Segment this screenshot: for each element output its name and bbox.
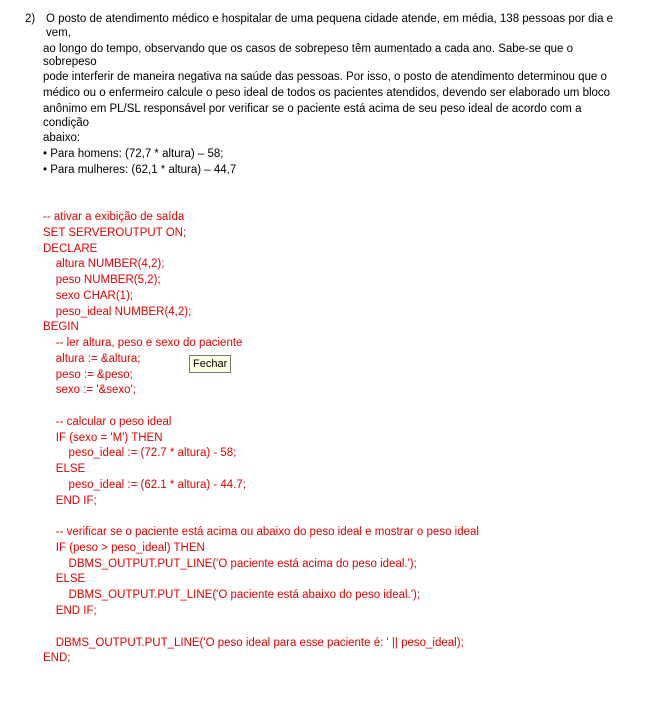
question-line: ao longo do tempo, observando que os casos de sobrepeso têm aumentado a cada ano. Sabe-se que o xyxy=(43,43,574,55)
code-line: -- ler altura, peso e sexo do paciente xyxy=(43,337,243,349)
question-number: 2) xyxy=(25,13,36,25)
bullet-item-women: • Para mulheres: (62,1 * altura) – 44,7 xyxy=(43,164,237,176)
code-line: -- ativar a exibição de saída xyxy=(43,211,185,223)
code-line: peso_ideal := (72.7 * altura) - 58; xyxy=(43,447,237,459)
code-line: ELSE xyxy=(43,463,86,475)
code-line: -- calcular o peso ideal xyxy=(43,416,172,428)
code-line: END IF; xyxy=(43,495,97,507)
code-line: DBMS_OUTPUT.PUT_LINE('O paciente está acima do peso ideal.'); xyxy=(43,558,417,570)
question-line: anônimo em PL/SL responsável por verificar se o paciente está acima de seu peso ideal de acordo com a xyxy=(43,103,582,115)
code-line: SET SERVEROUTPUT ON; xyxy=(43,227,187,239)
code-line: DBMS_OUTPUT.PUT_LINE('O peso ideal para esse paciente é: ' || peso_ideal); xyxy=(43,637,464,649)
code-line: IF (sexo = 'M') THEN xyxy=(43,432,163,444)
bullet-item-men: • Para homens: (72,7 * altura) – 58; xyxy=(43,148,224,160)
close-tooltip: Fechar xyxy=(189,355,231,373)
code-line: peso_ideal NUMBER(4,2); xyxy=(43,306,192,318)
code-line: IF (peso > peso_ideal) THEN xyxy=(43,542,205,554)
code-line: BEGIN xyxy=(43,321,79,333)
code-line: END; xyxy=(43,652,71,664)
code-line: END IF; xyxy=(43,605,97,617)
question-line: pode interferir de maneira negativa na saúde das pessoas. Por isso, o posto de atendimento determinou que o xyxy=(43,71,607,83)
question-line: médico ou o enfermeiro calcule o peso ideal de todos os pacientes atendidos, devendo ser elaborado um bloco xyxy=(43,87,611,99)
question-line: condição xyxy=(43,117,90,129)
code-line: DBMS_OUTPUT.PUT_LINE('O paciente está abaixo do peso ideal.'); xyxy=(43,589,421,601)
code-line: peso_ideal := (62.1 * altura) - 44.7; xyxy=(43,479,246,491)
code-line: peso NUMBER(5,2); xyxy=(43,274,161,286)
code-line: altura NUMBER(4,2); xyxy=(43,258,165,270)
code-line: ELSE xyxy=(43,573,86,585)
question-line: vem, xyxy=(46,27,71,39)
question-line: sobrepeso xyxy=(43,56,97,68)
code-line: sexo := '&sexo'; xyxy=(43,384,136,396)
code-line: peso := &peso; xyxy=(43,369,133,381)
question-line: abaixo: xyxy=(43,132,81,144)
code-line: -- verificar se o paciente está acima ou abaixo do peso ideal e mostrar o peso ideal xyxy=(43,526,479,538)
code-line: DECLARE xyxy=(43,243,98,255)
question-line: O posto de atendimento médico e hospitalar de uma pequena cidade atende, em média, 138 pessoas por dia e xyxy=(46,13,614,25)
code-line: sexo CHAR(1); xyxy=(43,290,134,302)
code-line: altura := &altura; xyxy=(43,353,141,365)
